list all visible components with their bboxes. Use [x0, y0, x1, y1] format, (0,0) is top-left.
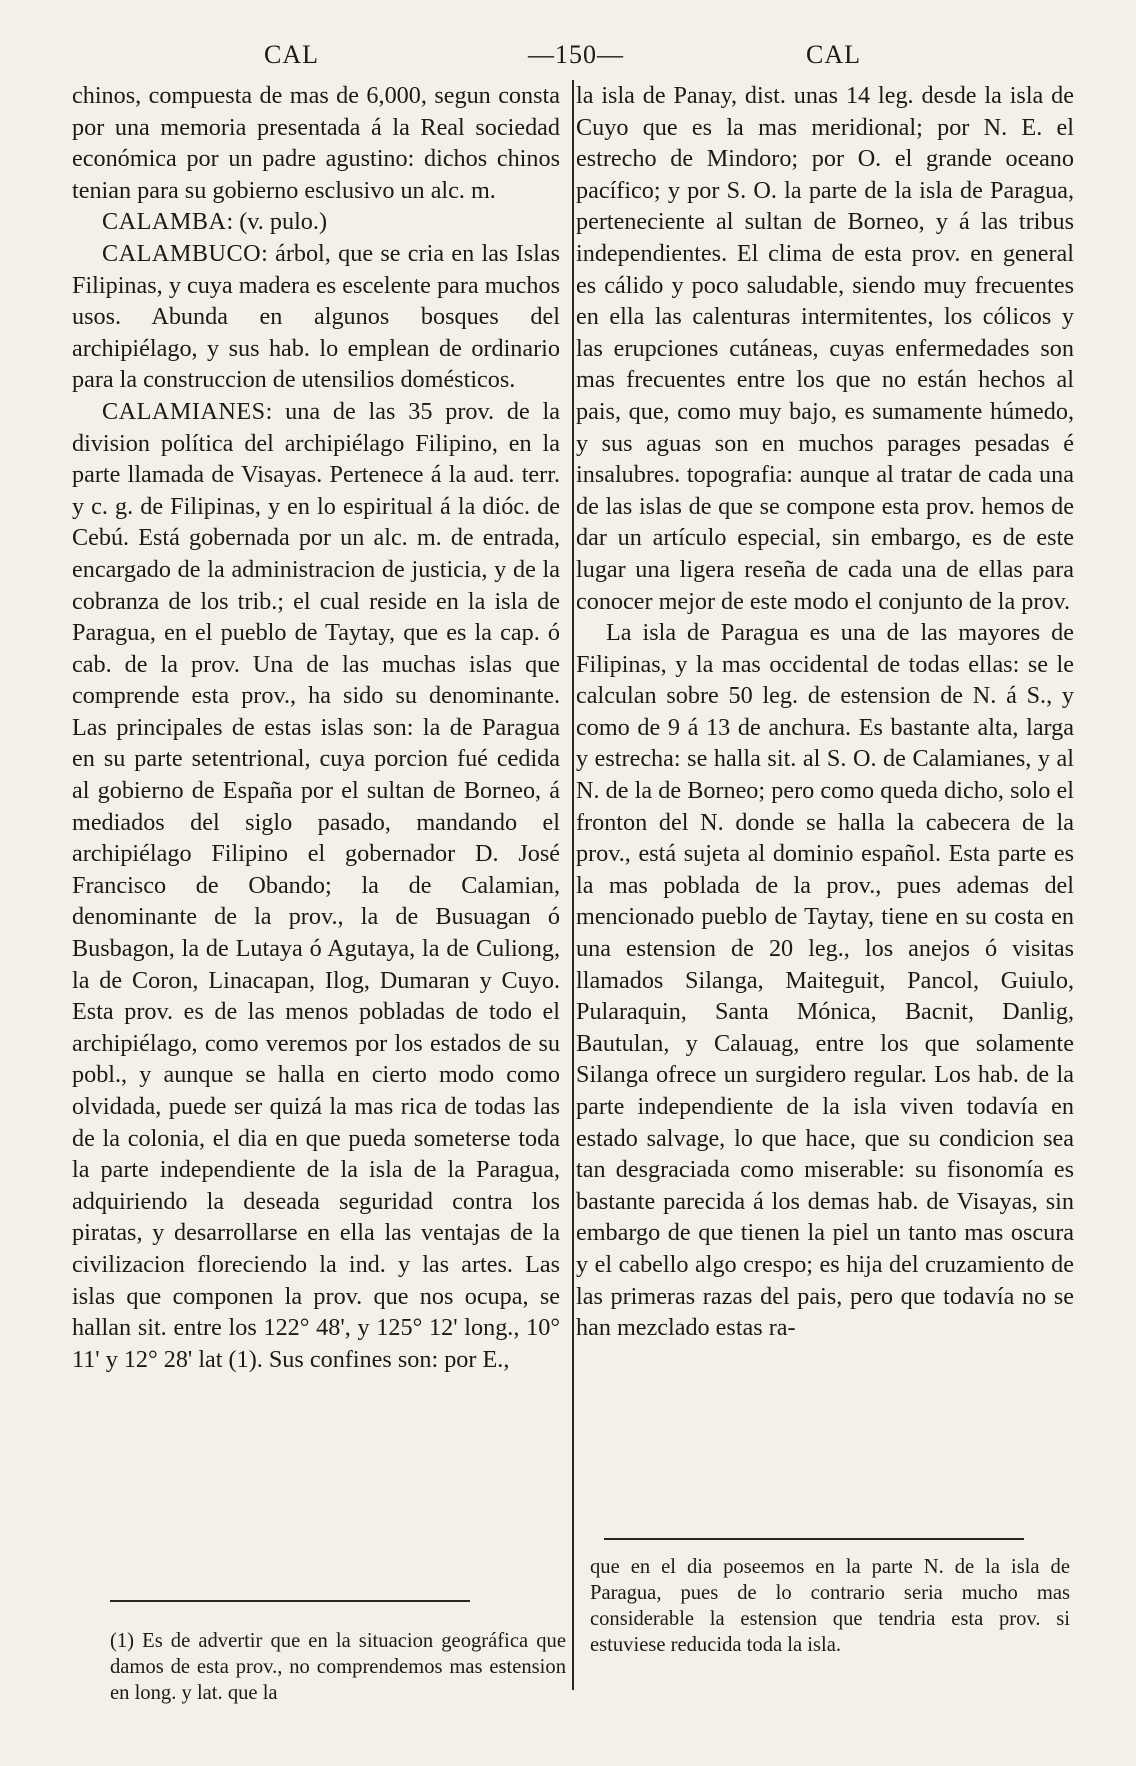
- entry-text: : una de las 35 prov. de la division política del archipiélago Filipino, en la parte llamada de Visayas. Pertenece á la aud. terr. y c. g. de Filipinas, y en lo espiritual á la dióc. de Cebú. Está gobernada por un alc. m. de entrada, encargado de la administracion de justicia, y de la cobranza de los trib.; el cual reside en la isla de Paragua, en el pueblo de Taytay, que es la cap. ó cab. de la prov. Una de las muchas islas que comprende esta prov., ha sido su denominante. Las principales de estas islas son: la de Paragua en su parte setentrional, cuya porcion fué cedida al gobierno de España por el sultan de Borneo, á mediados del siglo pasado, mandando el archipiélago Filipino el gobernador D. José Francisco de Obando; la de Calamian, denominante de la prov., la de Busuagan ó Busbagon, la de Lutaya ó Agutaya, la de Culiong, la de Coron, Linacapan, Ilog, Dumaran y Cuyo. Esta prov. es de las menos pobladas de todo el archipiélago, como veremos por los estados de su pobl., y aunque se halla en cierto modo como olvidada, puede ser quizá la mas rica de todas las de la colonia, el dia en que pueda someterse toda la parte independiente de la isla de la Paragua, adquiriendo la deseada seguridad contra los piratas, y desarrollarse en ella las ventajas de la civilizacion floreciendo la ind. y las artes. Las islas que componen la prov. que nos ocupa, se hallan sit. entre los 122° 48', y 125° 12' long., 10° 11' y 12° 28' lat (1). Sus confines son: por E.,: [72, 397, 560, 1373]
- footnote-right: que en el dia poseemos en la parte N. de la isla de Paragua, pues de lo contrario seria mucho mas considerable la estension que tendria esta prov. si estuviese reducida toda la isla.: [590, 1556, 1070, 1656]
- header-right-word: CAL: [806, 40, 861, 69]
- column-divider: [572, 80, 574, 1690]
- entry-text: : árbol, que se cria en las Islas Filipinas, y cuya madera es escelente para muchos usos. Abunda en algunos bosques del archipiélago, y sus hab. lo emplean de ordinario para la construccion de utensilios domésticos.: [72, 239, 560, 394]
- footnote-left: (1) Es de advertir que en la situacion geográfica que damos de esta prov., no comprendemos mas estension en long. y lat. que la: [110, 1630, 566, 1704]
- running-header: [0, 28, 1136, 78]
- footnote-rule: [110, 1600, 470, 1602]
- right-column: [576, 80, 1074, 1344]
- entry-calamba: [72, 206, 560, 238]
- page-number: —150—: [528, 40, 624, 69]
- entry-term: CALAMBA: [102, 208, 227, 236]
- entry-calamianes: [72, 396, 560, 1375]
- footnote-rule: [604, 1538, 1024, 1540]
- entry-term: CALAMBUCO: [102, 239, 262, 267]
- entry-calambuco: [72, 238, 560, 396]
- paragraph: La isla de Paragua es una de las mayores de Filipinas, y la mas occidental de todas ellas: se le calculan sobre 50 leg. de estension de N. á S., y como de 9 á 13 de anchura. Es bastante alta, larga y estrecha: se halla sit. al S. O. de Calamianes, y al N. de la de Borneo; pero como queda dicho, solo el fronton del N. donde se halla la cabecera de la prov., está sujeta al dominio español. Esta parte es la mas poblada de la prov., pues ademas del mencionado pueblo de Taytay, tiene en su costa en una estension de 20 leg., los anejos ó visitas llamados Silanga, Maiteguit, Pancol, Guiulo, Pularaquin, Santa Mónica, Bacnit, Danlig, Bautulan, y Calauag, entre los que solamente Silanga ofrece un surgidero regular. Los hab. de la parte independiente de la isla viven todavía en estado salvage, lo que hace, que su condicion sea tan desgraciada como miserable: su fisonomía es bastante parecida á los demas hab. de Visayas, sin embargo de que tienen la piel un tanto mas oscura y el cabello algo crespo; es hija del cruzamiento de las primeras razas del pais, pero que todavía no se han mezclado estas ra-: [576, 619, 1074, 1342]
- header-left-word: CAL: [264, 40, 319, 69]
- paragraph: la isla de Panay, dist. unas 14 leg. desde la isla de Cuyo que es la mas meridional; por N. E. el estrecho de Mindoro; por O. el grande oceano pacífico; y por S. O. la parte de la isla de Paragua, perteneciente al sultan de Borneo, y á las tribus independientes. El clima de esta prov. en general es cálido y poco saludable, siendo muy frecuentes en ella las calenturas intermitentes, los cólicos y las erupciones cutáneas, cuyas enfermedades son mas frecuentes entre los que no están hechos al pais, que, como muy bajo, es sumamente húmedo, y sus aguas son en muchos parages pesadas é insalubres. topografia: aunque al tratar de cada una de las islas de que se compone esta prov. hemos de dar un artículo especial, sin embargo, es de este lugar una ligera reseña de cada una de ellas para conocer mejor de este modo el conjunto de la prov.: [576, 82, 1074, 615]
- paragraph: chinos, compuesta de mas de 6,000, segun consta por una memoria presentada á la Real sociedad económica por un padre agustino: dichos chinos tenian para su gobierno esclusivo un alc. m.: [72, 82, 560, 204]
- entry-text: : (v. pulo.): [226, 208, 327, 236]
- left-column: [72, 80, 560, 1375]
- entry-term: CALAMIANES: [102, 397, 266, 425]
